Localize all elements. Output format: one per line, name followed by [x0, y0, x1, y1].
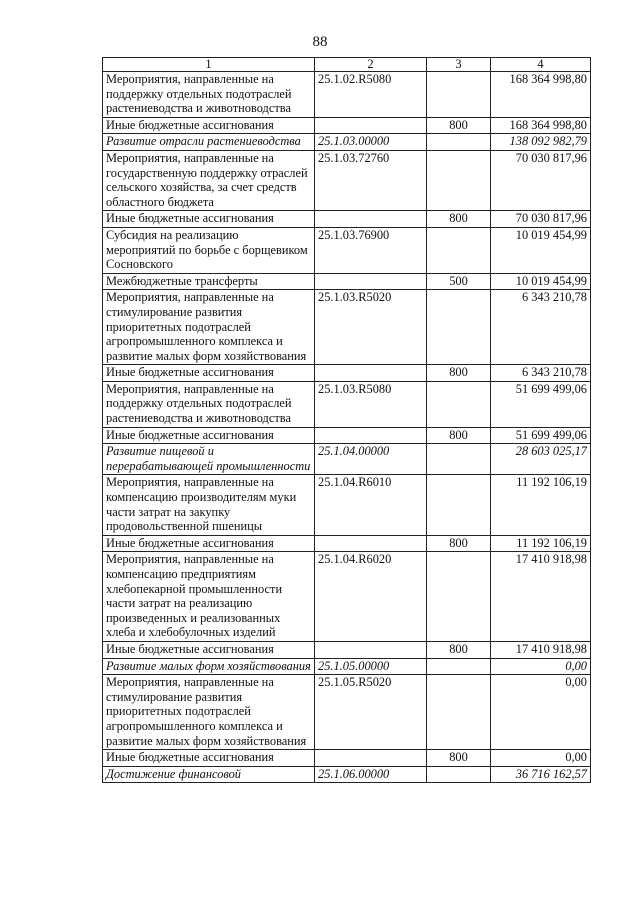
- table-row: [103, 658, 591, 675]
- row-amount-cell: 10 019 454,99: [491, 273, 591, 290]
- row-code-cell: [315, 427, 427, 444]
- row-code-cell: 25.1.02.R5080: [315, 72, 427, 118]
- table-row: [103, 290, 591, 365]
- row-amount-cell: 11 192 106,19: [491, 535, 591, 552]
- row-kvr-cell: [427, 290, 491, 365]
- row-name-cell: Развитие пищевой и перерабатывающей промышленности: [103, 444, 315, 475]
- row-name-cell: Иные бюджетные ассигнования: [103, 427, 315, 444]
- row-kvr-cell: 800: [427, 117, 491, 134]
- table-row: [103, 750, 591, 767]
- row-name-cell: Иные бюджетные ассигнования: [103, 535, 315, 552]
- row-kvr-cell: 800: [427, 535, 491, 552]
- row-code-cell: 25.1.04.R6020: [315, 552, 427, 642]
- row-code-cell: [315, 750, 427, 767]
- table-row: [103, 117, 591, 134]
- table-row: [103, 381, 591, 427]
- table-row: [103, 444, 591, 475]
- row-code-cell: [315, 211, 427, 228]
- row-name-cell: Мероприятия, направленные на стимулирование развития приоритетных подотраслей агропромышленного комплекса и развитие малых форм хозяйствования: [103, 675, 315, 750]
- row-amount-cell: 17 410 918,98: [491, 552, 591, 642]
- row-amount-cell: 36 716 162,57: [491, 766, 591, 783]
- row-amount-cell: 0,00: [491, 750, 591, 767]
- row-kvr-cell: 800: [427, 641, 491, 658]
- header-row: [103, 58, 591, 72]
- row-kvr-cell: [427, 72, 491, 118]
- row-name-cell: Мероприятия, направленные на государственную поддержку отраслей сельского хозяйства, за счет средств областного бюджета: [103, 150, 315, 210]
- table-row: [103, 552, 591, 642]
- row-code-cell: [315, 365, 427, 382]
- row-amount-cell: 6 343 210,78: [491, 365, 591, 382]
- row-kvr-cell: [427, 381, 491, 427]
- row-amount-cell: 51 699 499,06: [491, 427, 591, 444]
- row-kvr-cell: [427, 552, 491, 642]
- row-code-cell: 25.1.06.00000: [315, 766, 427, 783]
- row-code-cell: [315, 273, 427, 290]
- row-kvr-cell: [427, 150, 491, 210]
- row-code-cell: [315, 641, 427, 658]
- row-amount-cell: 0,00: [491, 658, 591, 675]
- table-row: [103, 72, 591, 118]
- table-row: [103, 150, 591, 210]
- row-code-cell: 25.1.04.00000: [315, 444, 427, 475]
- table-row: [103, 641, 591, 658]
- row-amount-cell: 138 092 982,79: [491, 134, 591, 151]
- row-kvr-cell: [427, 658, 491, 675]
- table-body: [103, 72, 591, 783]
- budget-table: [102, 57, 591, 783]
- row-name-cell: Иные бюджетные ассигнования: [103, 365, 315, 382]
- row-code-cell: 25.1.05.R5020: [315, 675, 427, 750]
- row-code-cell: 25.1.03.00000: [315, 134, 427, 151]
- row-code-cell: [315, 535, 427, 552]
- header-col-2: 2: [315, 58, 427, 72]
- table-row: [103, 273, 591, 290]
- row-kvr-cell: 500: [427, 273, 491, 290]
- row-name-cell: Иные бюджетные ассигнования: [103, 641, 315, 658]
- row-code-cell: [315, 117, 427, 134]
- table-row: [103, 427, 591, 444]
- row-name-cell: Мероприятия, направленные на компенсацию предприятиям хлебопекарной промышленности части затрат на реализацию произведенных и реализованных хлеба и хлебобулочных изделий: [103, 552, 315, 642]
- row-amount-cell: 11 192 106,19: [491, 475, 591, 535]
- row-code-cell: 25.1.04.R6010: [315, 475, 427, 535]
- table-row: [103, 211, 591, 228]
- table-row: [103, 535, 591, 552]
- table-row: [103, 227, 591, 273]
- table-header: [103, 58, 591, 72]
- row-kvr-cell: [427, 444, 491, 475]
- header-col-3: 3: [427, 58, 491, 72]
- table-row: [103, 675, 591, 750]
- row-name-cell: Достижение финансовой: [103, 766, 315, 783]
- table-row: [103, 475, 591, 535]
- row-kvr-cell: 800: [427, 365, 491, 382]
- table-row: [103, 365, 591, 382]
- row-name-cell: Развитие малых форм хозяйствования: [103, 658, 315, 675]
- row-code-cell: 25.1.03.72760: [315, 150, 427, 210]
- header-col-1: 1: [103, 58, 315, 72]
- row-kvr-cell: 800: [427, 211, 491, 228]
- row-amount-cell: 70 030 817,96: [491, 150, 591, 210]
- row-amount-cell: 70 030 817,96: [491, 211, 591, 228]
- row-amount-cell: 168 364 998,80: [491, 117, 591, 134]
- row-code-cell: 25.1.03.R5080: [315, 381, 427, 427]
- row-amount-cell: 168 364 998,80: [491, 72, 591, 118]
- row-kvr-cell: [427, 475, 491, 535]
- page-number: 88: [312, 34, 328, 50]
- row-kvr-cell: [427, 227, 491, 273]
- row-kvr-cell: 800: [427, 750, 491, 767]
- header-col-4: 4: [491, 58, 591, 72]
- table-row: [103, 766, 591, 783]
- row-name-cell: Иные бюджетные ассигнования: [103, 211, 315, 228]
- row-amount-cell: 17 410 918,98: [491, 641, 591, 658]
- row-name-cell: Мероприятия, направленные на поддержку отдельных подотраслей растениеводства и животноводства: [103, 381, 315, 427]
- row-amount-cell: 10 019 454,99: [491, 227, 591, 273]
- row-kvr-cell: 800: [427, 427, 491, 444]
- row-name-cell: Развитие отрасли растениеводства: [103, 134, 315, 151]
- row-name-cell: Иные бюджетные ассигнования: [103, 750, 315, 767]
- row-amount-cell: 51 699 499,06: [491, 381, 591, 427]
- row-name-cell: Иные бюджетные ассигнования: [103, 117, 315, 134]
- row-kvr-cell: [427, 134, 491, 151]
- row-name-cell: Мероприятия, направленные на стимулирование развития приоритетных подотраслей агропромышленного комплекса и развитие малых форм хозяйствования: [103, 290, 315, 365]
- row-kvr-cell: [427, 766, 491, 783]
- row-amount-cell: 6 343 210,78: [491, 290, 591, 365]
- row-kvr-cell: [427, 675, 491, 750]
- row-name-cell: Мероприятия, направленные на компенсацию производителям муки части затрат на закупку продовольственной пшеницы: [103, 475, 315, 535]
- row-code-cell: 25.1.03.76900: [315, 227, 427, 273]
- table-row: [103, 134, 591, 151]
- row-code-cell: 25.1.05.00000: [315, 658, 427, 675]
- row-name-cell: Межбюджетные трансферты: [103, 273, 315, 290]
- row-code-cell: 25.1.03.R5020: [315, 290, 427, 365]
- row-amount-cell: 0,00: [491, 675, 591, 750]
- row-name-cell: Субсидия на реализацию мероприятий по борьбе с борщевиком Сосновского: [103, 227, 315, 273]
- row-amount-cell: 28 603 025,17: [491, 444, 591, 475]
- row-name-cell: Мероприятия, направленные на поддержку отдельных подотраслей растениеводства и животноводства: [103, 72, 315, 118]
